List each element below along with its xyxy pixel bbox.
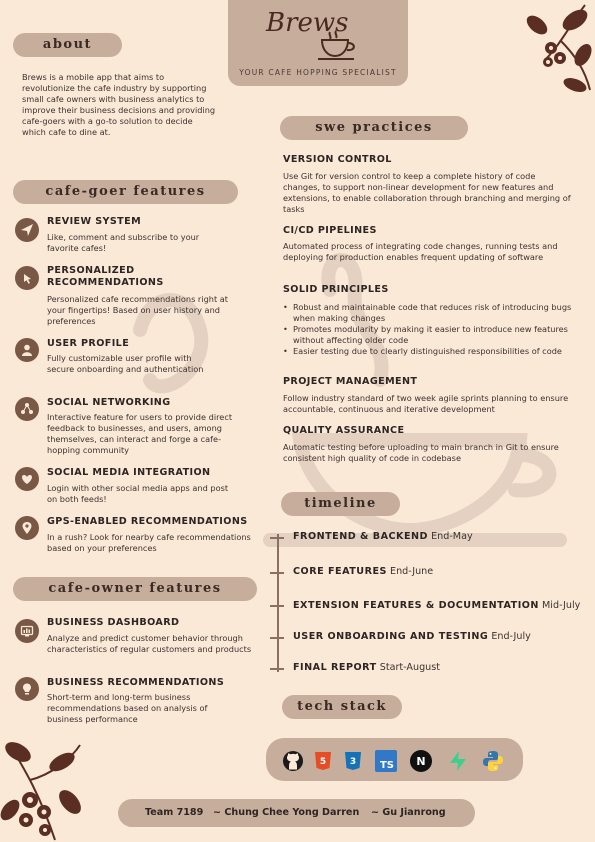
timeline-item-date: Start-August [379, 662, 440, 673]
typescript-icon [375, 750, 397, 772]
swe-section-title: QUALITY ASSURANCE [283, 425, 405, 436]
feature-title: USER PROFILE [47, 338, 130, 349]
timeline-item-date: End-June [390, 566, 434, 577]
timeline-item-date: End-July [491, 631, 531, 642]
svg-text:TS: TS [379, 760, 395, 771]
feature-text: In a rush? Look for nearby cafe recommendations based on your preferences [47, 532, 251, 553]
feature-text: Short-term and long-term business recommendations based on analysis of business performance [47, 692, 208, 724]
user-icon [15, 338, 39, 362]
swe-section-title: PROJECT MANAGEMENT [283, 376, 418, 387]
cafe-goer-features-heading: cafe-goer features [13, 180, 238, 204]
team-member: ~ Chung Chee Yong Darren [213, 807, 360, 818]
timeline-item-title: USER ONBOARDING AND TESTING [293, 631, 489, 642]
cursor-click-icon [15, 266, 39, 290]
timeline-item [293, 531, 473, 542]
feature-text: Like, comment and subscribe to your favorite cafes! [47, 232, 200, 253]
timeline-item [293, 566, 433, 577]
tech-stack-heading: tech stack [282, 695, 402, 719]
solid-principles-list [283, 302, 578, 357]
svg-text:3: 3 [349, 757, 357, 767]
header-logo-card [228, 0, 408, 86]
feature-title: REVIEW SYSTEM [47, 216, 142, 227]
timeline-tick [270, 637, 284, 639]
python-icon [482, 750, 504, 772]
svg-text:5: 5 [319, 757, 327, 767]
coffee-cup-icon [316, 30, 362, 62]
timeline-tick [270, 572, 284, 574]
swe-section-text: Follow industry standard of two week agile sprints planning to ensure accountable, continuous and iterative development [283, 393, 569, 414]
timeline-item-title: FRONTEND & BACKEND [293, 531, 429, 542]
feature-text: Interactive feature for users to provide direct feedback to businesses, and users, among themselves, can interact and forge a cafe-hopping community [47, 412, 233, 455]
timeline-line [277, 534, 279, 672]
feature-title: SOCIAL MEDIA INTEGRATION [47, 467, 211, 478]
css3-icon [342, 750, 364, 772]
html5-icon [312, 750, 334, 772]
list-item: • Robust and maintainable code that reduces risk of introducing bugs when making changes [283, 302, 578, 324]
timeline-item-date: End-May [431, 531, 473, 542]
feature-text: Analyze and predict customer behavior through characteristics of regular customers and products [47, 633, 252, 654]
coffee-plant-decoration-icon [515, 0, 595, 95]
swe-section-title: SOLID PRINCIPLES [283, 284, 389, 295]
about-heading: about [13, 33, 122, 57]
timeline-item [293, 631, 531, 642]
brand-logo-text: Brews [266, 8, 349, 38]
nextjs-icon [410, 750, 432, 772]
about-text: Brews is a mobile app that aims to revolutionize the cafe industry by supporting small cafe owners with business analytics to improve their business decisions and providing cafe-goers with a go-to solution to decide which cafe to dine at. [22, 72, 216, 137]
swe-section-text: Use Git for version control to keep a complete history of code changes, to support non-linear development for new features and extensions, to enable collaboration through branching and merging of tasks [283, 171, 571, 214]
timeline-item [293, 600, 580, 611]
feature-title: GPS-ENABLED RECOMMENDATIONS [47, 516, 248, 527]
lightbulb-icon [15, 677, 39, 701]
timeline-tick [270, 668, 284, 670]
swe-section-title: VERSION CONTROL [283, 154, 392, 165]
list-item: • Easier testing due to clearly distinguished responsibilities of code [283, 346, 578, 357]
timeline-item [293, 662, 440, 673]
swe-practices-heading: swe practices [280, 116, 468, 140]
feature-title: SOCIAL NETWORKING [47, 397, 171, 408]
feature-title: BUSINESS DASHBOARD [47, 617, 180, 628]
heart-icon [15, 467, 39, 491]
timeline-heading: timeline [281, 492, 400, 516]
feature-text: Fully customizable user profile with secure onboarding and authentication [47, 353, 204, 374]
team-name: Team 7189 [145, 807, 204, 818]
github-icon [282, 750, 304, 772]
cafe-owner-features-heading: cafe-owner features [13, 577, 257, 601]
swe-section-text: Automated process of integrating code changes, running tests and deploying for production enables frequent updating of software [283, 241, 558, 262]
dashboard-icon [15, 619, 39, 643]
timeline-tick [270, 605, 284, 607]
swe-section-text: Automatic testing before uploading to main branch in Git to ensure consistent high quality of code in codebase [283, 442, 559, 463]
feature-text: Login with other social media apps and post on both feeds! [47, 483, 229, 504]
timeline-item-date: Mid-July [542, 600, 581, 611]
network-icon [15, 397, 39, 421]
timeline-item-title: FINAL REPORT [293, 662, 377, 673]
feature-title: PERSONALIZED RECOMMENDATIONS [47, 265, 164, 288]
tagline: YOUR CAFE HOPPING SPECIALIST [239, 68, 397, 77]
feature-title: BUSINESS RECOMMENDATIONS [47, 677, 225, 688]
supabase-icon [447, 750, 469, 772]
svg-text:N: N [416, 755, 426, 768]
list-item: • Promotes modularity by making it easier to introduce new features without affecting older code [283, 324, 578, 346]
timeline-item-title: EXTENSION FEATURES & DOCUMENTATION [293, 600, 539, 611]
team-member: ~ Gu Jianrong [371, 807, 446, 818]
map-pin-icon [15, 516, 39, 540]
send-icon [15, 218, 39, 242]
timeline-tick [270, 537, 284, 539]
coffee-plant-decoration-icon [0, 740, 90, 842]
timeline-item-title: CORE FEATURES [293, 566, 387, 577]
swe-section-title: CI/CD PIPELINES [283, 225, 377, 236]
feature-text: Personalized cafe recommendations right at your fingertips! Based on user history and preferences [47, 294, 228, 326]
